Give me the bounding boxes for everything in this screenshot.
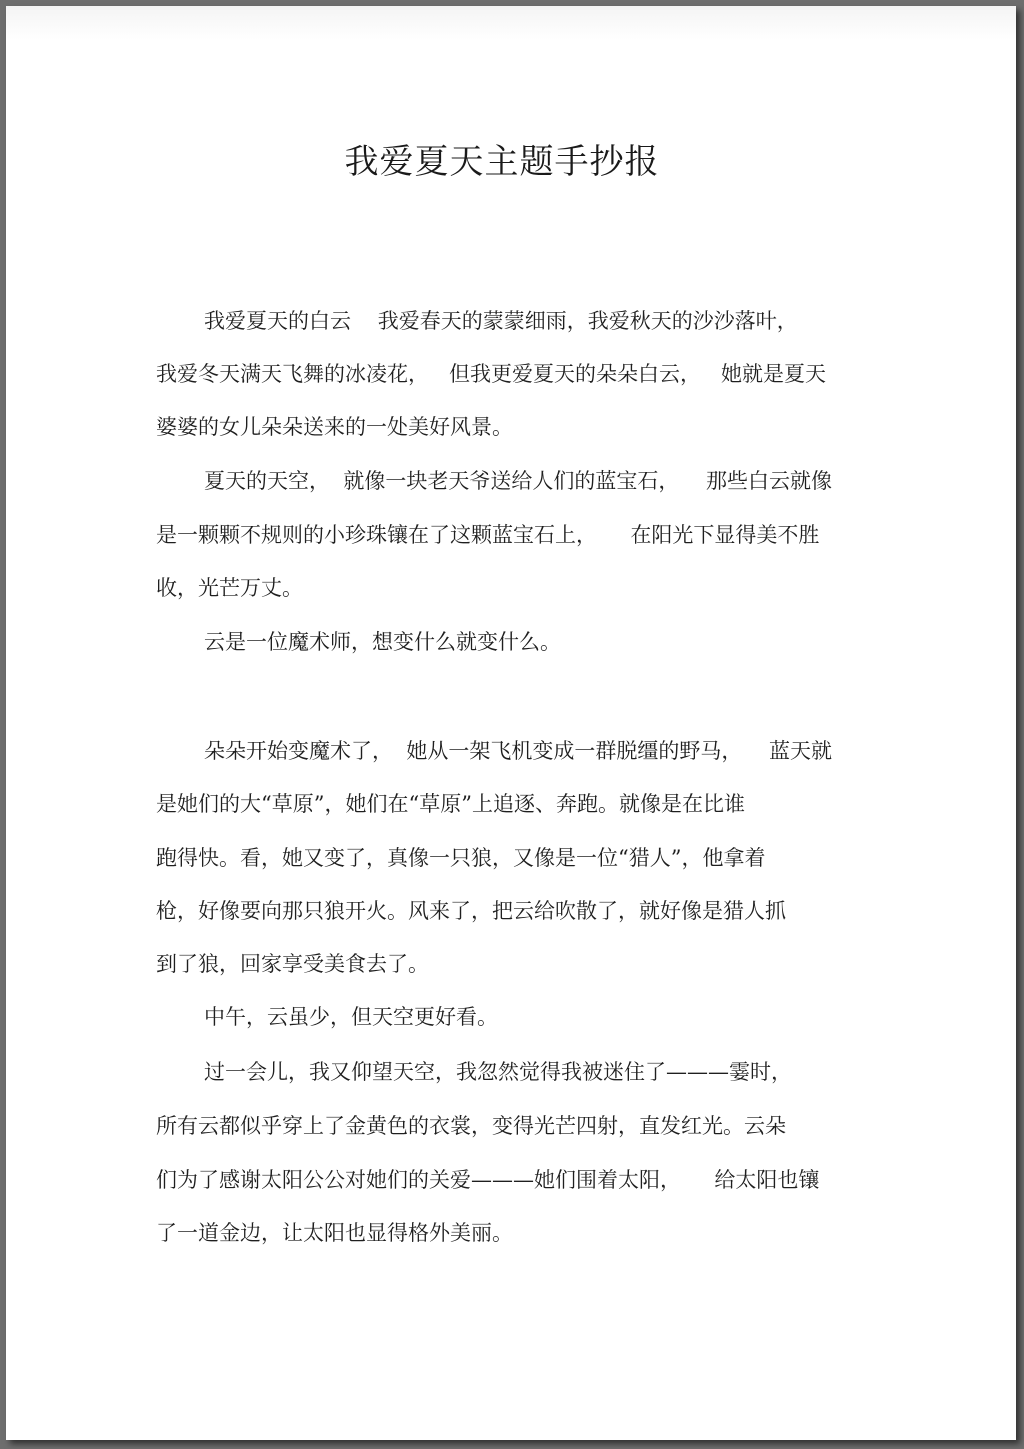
text-line: 到了狼，回家享受美食去了。 [156, 952, 429, 976]
text-line: 我爱冬天满天飞舞的冰凌花， 但我更爱夏天的朵朵白云， 她就是夏天 [156, 362, 827, 386]
text-line: 枪，好像要向那只狼开火。风来了，把云给吹散了，就好像是猎人抓 [156, 899, 786, 923]
text-line: 云是一位魔术师，想变什么就变什么。 [204, 630, 561, 654]
document-page [6, 6, 1016, 1440]
text-line: 婆婆的女儿朵朵送来的一处美好风景。 [156, 415, 513, 439]
text-line: 夏天的天空， 就像一块老天爷送给人们的蓝宝石， 那些白云就像 [204, 469, 833, 493]
document-title: 我爱夏天主题手抄报 [344, 142, 660, 182]
text-line: 是她们的大“草原”，她们在“草原”上追逐、奔跑。就像是在比谁 [156, 792, 745, 816]
text-line: 了一道金边，让太阳也显得格外美丽。 [156, 1221, 513, 1245]
text-line: 过一会儿，我又仰望天空，我忽然觉得我被迷住了———霎时， [204, 1060, 792, 1084]
text-line: 跑得快。看，她又变了，真像一只狼，又像是一位“猎人”，他拿着 [156, 846, 766, 870]
text-line: 中午，云虽少，但天空更好看。 [204, 1005, 498, 1029]
text-line: 朵朵开始变魔术了， 她从一架飞机变成一群脱缰的野马， 蓝天就 [204, 739, 833, 763]
text-line: 收，光芒万丈。 [156, 576, 303, 600]
page-header-strip [6, 6, 1016, 40]
text-line: 们为了感谢太阳公公对她们的关爱———她们围着太阳， 给太阳也镶 [156, 1168, 820, 1192]
text-line: 我爱夏天的白云 我爱春天的蒙蒙细雨，我爱秋天的沙沙落叶， [204, 309, 798, 333]
text-line: 是一颗颗不规则的小珍珠镶在了这颗蓝宝石上， 在阳光下显得美不胜 [156, 523, 820, 547]
text-line: 所有云都似乎穿上了金黄色的衣裳，变得光芒四射，直发红光。云朵 [156, 1114, 786, 1138]
